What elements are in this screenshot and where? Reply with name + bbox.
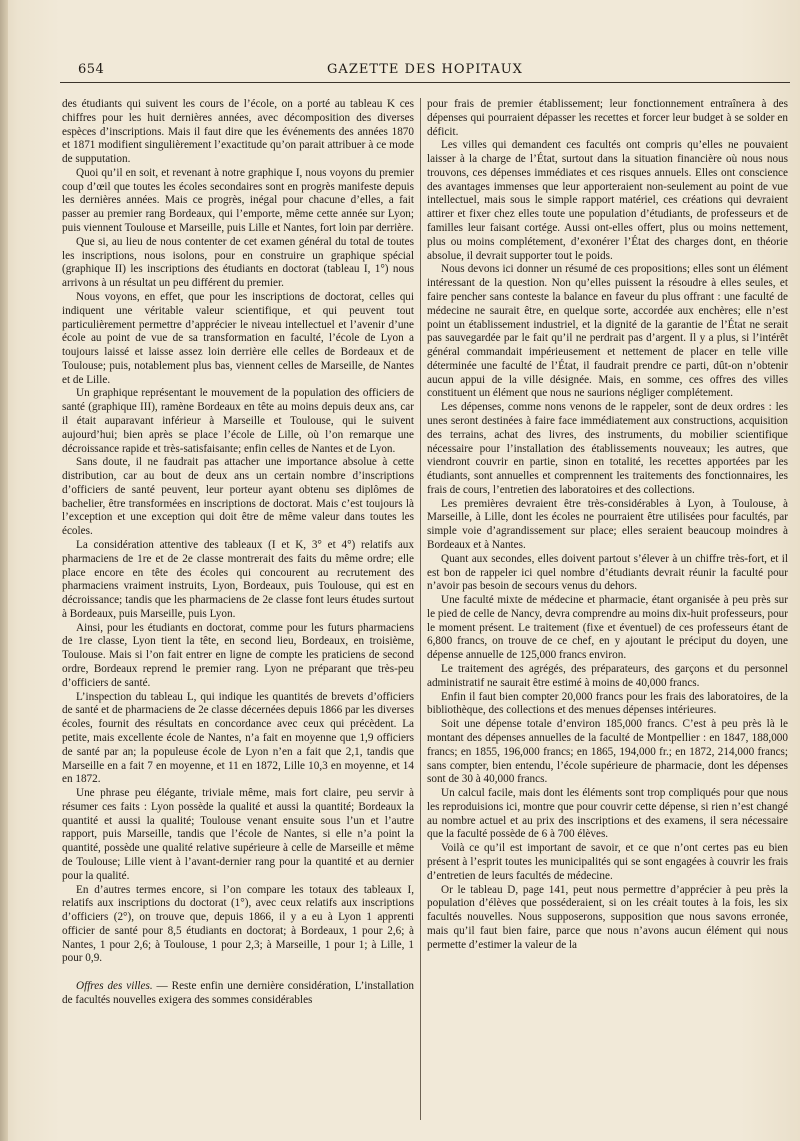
right-column	[427, 98, 788, 952]
paragraph: L’inspection du tableau L, qui indique les quantités de brevets d’officiers de santé et de pharmaciens de 2e classe décernées depuis 1866 par les diverses écoles, fournit des résultats en concordance avec ceux qui précèdent. La petite, mais excellente école de Nantes, n’a fait en moyenne que 1,9 officiers de santé par an; la populeuse école de Lyon n’en a fait que 2,1, tandis que Marseille en a fait 7 en moyenne, et 11 en 1872, Lille 10,3 en moyenne, et 14 en 1872.	[62, 690, 414, 786]
column-divider	[420, 98, 421, 1120]
page-binding-edge	[0, 0, 8, 1141]
paragraph: Les dépenses, comme nons venons de le rappeler, sont de deux ordres : les unes seront destinées à faire face immédiatement aux constructions, acquisition des terrains, achat des livres, des instruments, du mobilier scientifique nécessaire pour l’installation des établissements nouveaux; les autres, que viendront couvrir en partie, sinon en totalité, les recettes apportées par les étudiants, sont annuelles et comprennent les traitements des fonctionnaires, les frais de cours, l’entretien des laboratoires et des collections.	[427, 401, 788, 496]
paragraph: En d’autres termes encore, si l’on compare les totaux des tableaux I, relatifs aux inscriptions du doctorat (1°), avec ceux relatifs aux inscriptions d’officiers (2°), on trouve que, depuis 1866, il y a eu à Lyon 1 apprenti officier de santé pour 8,5 étudiants en doctorat; à Bordeaux, 1 pour 2,6; à Nantes, 1 pour 2,6; à Toulouse, 1 pour 2,3; à Marseille, 1 pour 1; à Lille, 1 pour 0,9.	[62, 883, 414, 965]
paragraph: Un graphique représentant le mouvement de la population des officiers de santé (graphique III), ramène Bordeaux en tête au moins depuis deux ans, car il était auparavant inférieur à Marseille et Toulouse, qui le suivent aujourd’hui; bien après se place l’école de Lille, où l’on remarque une décroissance rapide et très-satisfaisante; enfin celles de Nantes et de Lyon.	[62, 387, 414, 455]
paragraph: Une faculté mixte de médecine et pharmacie, étant organisée à peu près sur le pied de celle de Nancy, devra comprendre au moins dix-huit professeurs, pour le moment présent. Le traitement (fixe et éventuel) de ces professeurs étant de 6,800 francs, on trouve de ce chef, en y ajoutant le préciput du doyen, une dépense annuelle de 125,000 francs environ.	[427, 594, 788, 662]
paragraph: Voilà ce qu’il est important de savoir, et ce que n’ont certes pas eu bien présent à l’esprit toutes les municipalités qui se sont engagées à couvrir les frais d’entretien de leurs facultés de médecine.	[427, 842, 788, 882]
paragraph: Quoi qu’il en soit, et revenant à notre graphique I, nous voyons du premier coup d’œil que toutes les écoles secondaires sont en progrès manifeste depuis les dernières années. Mais ce progrès, inégal pour chacune d’elles, a fait passer au premier rang Bordeaux, qui l’emporte, même cette année sur Lyon; puis viennent Toulouse et Marseille, puis Lille et Nantes, fort loin par derrière.	[62, 166, 414, 235]
section-title: Offres des villes.	[76, 980, 153, 993]
left-column	[62, 98, 414, 1008]
paragraph: Quant aux secondes, elles doivent partout s’élever à un chiffre très-fort, et il est bon de rappeler ici quel nombre d’étudiants devrait réunir la faculté pour n’avoir pas besoin de secours venus du dehors.	[427, 552, 788, 593]
paragraph: Soit une dépense totale d’environ 185,000 francs. C’est à peu près là le montant des dépenses annuelles de la faculté de Montpellier : en 1847, 188,000 francs; en 1855, 196,000 francs; en 1865, 194,000 fr.; en 1872, 214,000 francs; sans compter, bien entendu, l’école supérieure de pharmacie, dont les dépenses sont de 30 à 40,000 francs.	[427, 718, 788, 786]
paragraph: La considération attentive des tableaux (I et K, 3° et 4°) relatifs aux pharmaciens de 1re et de 2e classe montrerait des faits du même ordre; elle place encore en tête des écoles qui concourent au recrutement des pharmaciens vraiment instruits, Lyon, Bordeaux, puis Toulouse, qui est en décroissance; tandis que les pharmaciens de 2e classe font leurs études surtout à Bordeaux, puis Marseille, puis Lyon.	[62, 539, 414, 620]
page-number: 654	[78, 62, 105, 77]
paragraph: Sans doute, il ne faudrait pas attacher une importance absolue à cette distribution, car au bout de deux ans un certain nombre d’inscriptions d’officiers de santé peuvent, leur porteur ayant obtenu ses diplômes de bachelier, être transformées en inscriptions de doctorat. Mais c’est toujours là l’exception et une exception qui doit être de même valeur dans toutes les écoles.	[62, 456, 414, 538]
journal-title: GAZETTE DES HOPITAUX	[327, 62, 523, 77]
paragraph: Les premières devraient être très-considérables à Lyon, à Toulouse, à Marseille, à Lille, dont les écoles ne pourraient être utilisées pour facultés, par simple voie d’agrandissement sur place; elles seraient beaucoup moindres à Bordeaux et à Nantes.	[427, 497, 788, 551]
paragraph: Or le tableau D, page 141, peut nous permettre d’apprécier à peu près la population d’élèves que posséderaient, si on les créait toutes à la fois, les six facultés nouvelles. Nous supposerons, supposition que nous savons erronée, mais qu’il faut bien faire, parce que nous n’avons aucun élément qui nous permette d’estimer la valeur de la	[427, 883, 788, 951]
section-paragraph	[62, 980, 414, 1008]
paragraph: des étudiants qui suivent les cours de l’école, on a porté au tableau K ces chiffres pour les huit dernières années, avec décomposition des diverses espèces d’inscriptions. Mais il faut dire que les événements des années 1870 et 1871 modifient singulièrement l’exactitude qu’on parait attribuer à ce mode de supputation.	[62, 98, 414, 166]
page-header	[60, 60, 790, 83]
paragraph: Nous devons ici donner un résumé de ces propositions; elles sont un élément intéressant de la question. Non qu’elles puissent la résoudre à elles seules, et faire pencher sans conteste la balance en faveur du plus offrant : une faculté de médecine ne saurait être, en quelque sorte, accordée aux enchères; elle n’est point un établissement industriel, et la dignité de la garantie de l’État ne serait pas sauvegardée par le fait qu’il ne perdrait pas d’argent. Il y a plus, si l’intérêt général commandait impérieusement et nettement de placer en telle ville déterminée une faculté de l’État, il faudrait prendre ce parti, dût-on n’obtenir aucun appui de la ville désignée. Mais, en somme, ces offres des villes constituent un élément que nous ne saurions négliger complétement.	[427, 263, 788, 400]
paragraph: Le traitement des agrégés, des préparateurs, des garçons et du personnel administratif ne saurait être estimé à moins de 40,000 francs.	[427, 663, 788, 689]
paragraph: pour frais de premier établissement; leur fonctionnement entraînera à des dépenses qui pourraient dépasser les recettes et forcer leur budget à se solder en déficit.	[427, 98, 788, 138]
section-lead-text: — Reste enfin une dernière considération, L’installation de facultés nouvelles exigera des sommes considérables	[62, 980, 415, 1006]
paragraph: Une phrase peu élégante, triviale même, mais fort claire, peu servir à résumer ces faits : Lyon possède la qualité et aussi la quantité; Bordeaux la quantité et aussi la qualité; Toulouse venant ensuite sous l’un et l’autre rapport, puis Marseille, tandis que l’école de Nantes, si elle n’a point la quantité, possède une qualité relative supérieure à celle de Marseille et même de Toulouse; Lille vient à l’avant-dernier rang pour la quantité et au dernier pour la qualité.	[62, 787, 414, 882]
paragraph: Ainsi, pour les étudiants en doctorat, comme pour les futurs pharmaciens de 1re classe, Lyon tient la tête, en second lieu, Bordeaux, en troisième, Toulouse. Mais si l’on fait entrer en ligne de compte les praticiens de second ordre, Bordeaux reprend le premier rang. Lyon ne préparant que très-peu d’officiers de santé.	[62, 621, 414, 689]
paragraph: Les villes qui demandent ces facultés ont compris qu’elles ne pouvaient laisser à la charge de l’État, surtout dans la situation financière où nous nous trouvons, ces dépenses immédiates et ces risques annuels. Elles ont conscience des avantages immenses que leur apporteraient non-seulement au point de vue intellectuel, mais sous le simple rapport matériel, ces créations qui devraient attirer et fixer chez elles toute une population d’étudiants, de professeurs et de familles leur faisant cortége. Aussi ont-elles offert, plus ou moins nettement, plus ou moins complétement, d’exonérer l’État des charges dont, en théorie absolue, il devrait supporter tout le poids.	[427, 139, 788, 262]
paragraph: Nous voyons, en effet, que pour les inscriptions de doctorat, celles qui indiquent une véritable valeur scientifique, et qui peuvent tout particulièrement permettre d’apprécier le niveau intellectuel et l’avenir d’une école au point de vue de sa transformation en faculté, l’école de Lyon a toujours laissé et laisse assez loin derrière elle celles de Bordeaux et de Toulouse; puis, notablement plus bas, viennent celles de Marseille, de Nantes et de Lille.	[62, 290, 414, 386]
paragraph: Un calcul facile, mais dont les éléments sont trop compliqués pour que nous les reproduisions ici, montre que pour couvrir cette dépense, si rien n’est changé au nombre actuel et au prix des inscriptions et des examens, il sera nécessaire que la faculté possède de 6 à 700 élèves.	[427, 787, 788, 841]
paragraph: Enfin il faut bien compter 20,000 francs pour les frais des laboratoires, de la bibliothèque, des collections et des menues dépenses intérieures.	[427, 690, 788, 717]
paragraph: Que si, au lieu de nous contenter de cet examen général du total de toutes les inscriptions, nous isolons, pour en construire un graphique spécial (graphique II) les inscriptions des étudiants en doctorat (tableau I, 1°) nous arrivons à un résultat un peu différent du premier.	[62, 235, 414, 290]
